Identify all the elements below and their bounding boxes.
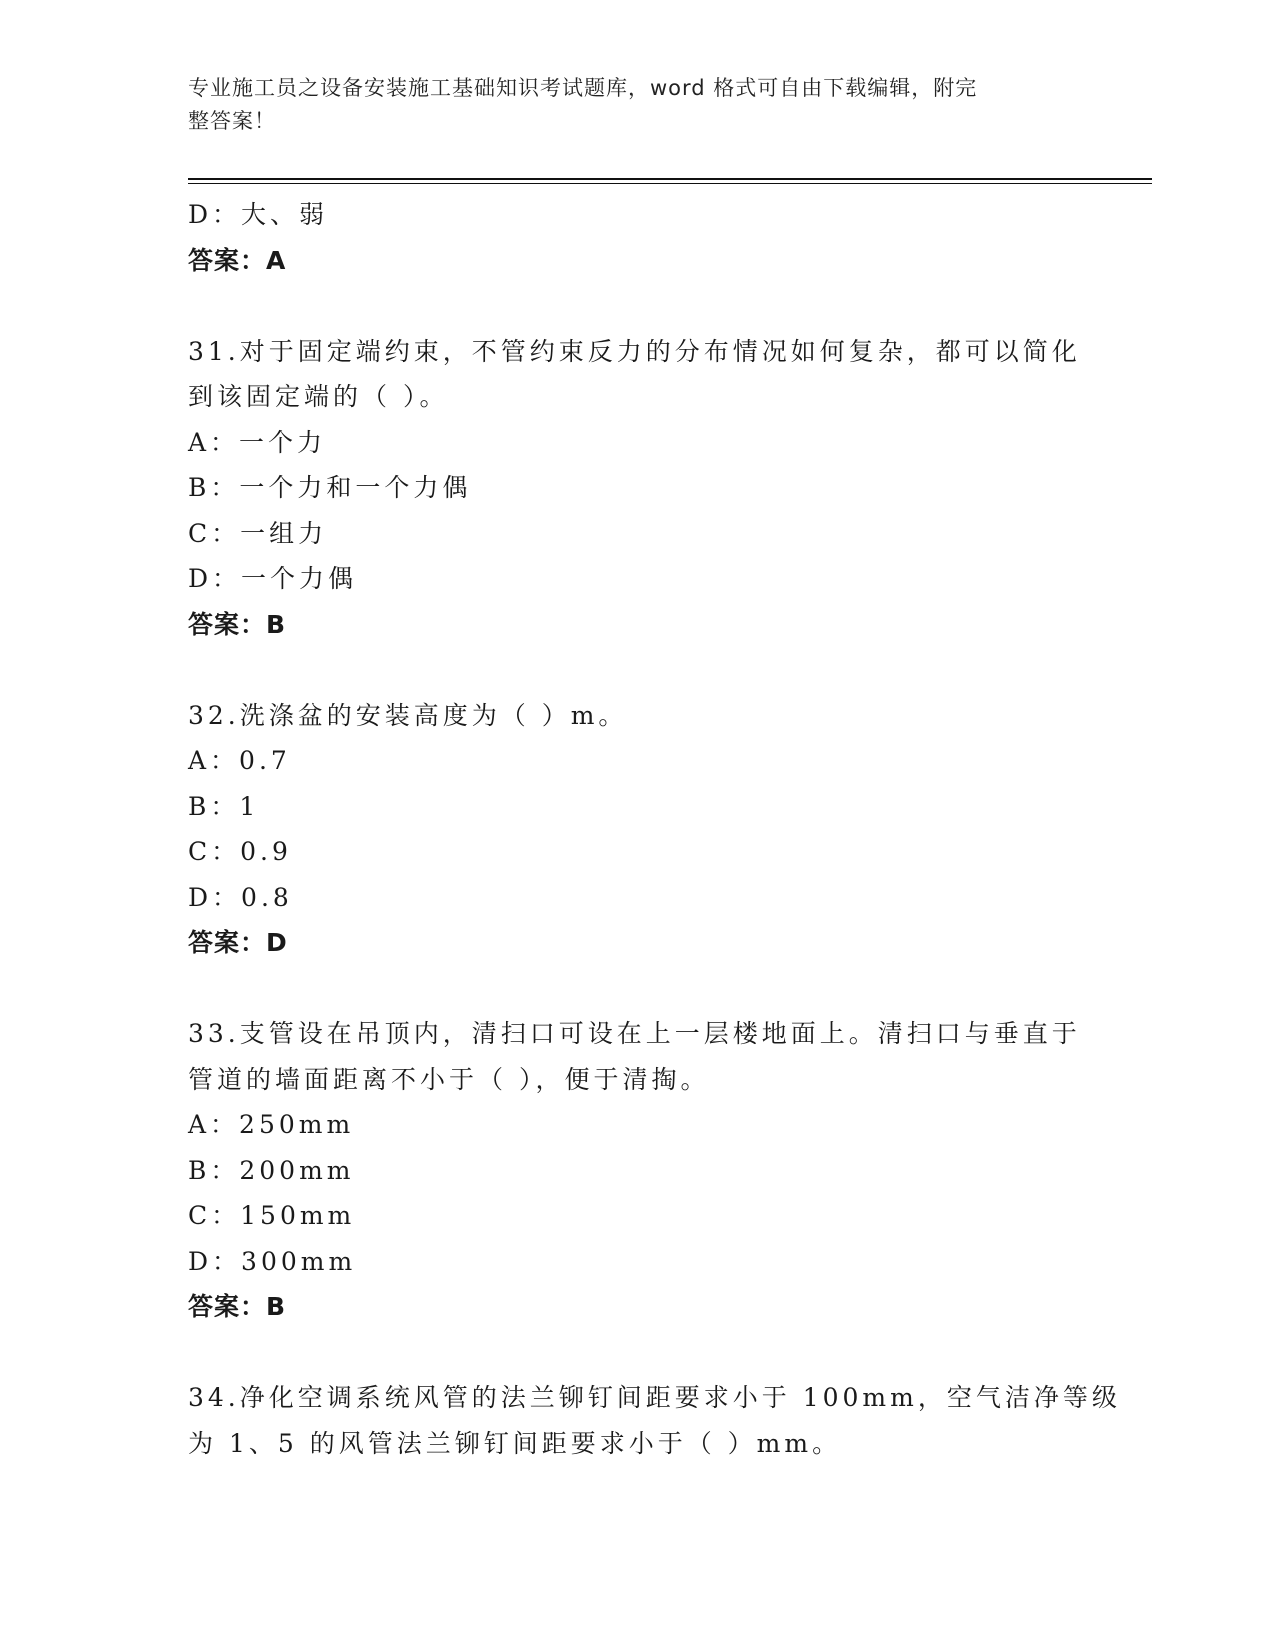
option-d: D：大、弱 [188, 200, 329, 229]
option-a: A：250mm [188, 1110, 355, 1139]
option-b: B：200mm [188, 1155, 355, 1185]
answer: 答案：A [188, 245, 287, 275]
answer: 答案：D [188, 928, 288, 957]
option-c: C：150mm [188, 1201, 356, 1230]
question-33 [188, 1011, 1081, 1330]
spacer [188, 647, 1078, 693]
question-text: 34.净化空调系统风管的法兰铆钉间距要求小于 100mm，空气洁净等级 [188, 1383, 1121, 1412]
header-divider-thin [188, 183, 1152, 184]
header-divider-thick [188, 178, 1152, 180]
spacer [188, 1330, 1078, 1376]
question-text: 为 1、5 的风管法兰铆钉间距要求小于（ ）mm。 [188, 1428, 842, 1458]
option-a: A：0.7 [188, 746, 291, 775]
question-list [188, 192, 1121, 1466]
option-d: D：300mm [188, 1246, 357, 1276]
question-text: 管道的墙面距离不小于（ ），便于清掏。 [188, 1064, 710, 1094]
header-line-1: 专业施工员之设备安装施工基础知识考试题库，word 格式可自由下载编辑，附完 [188, 76, 978, 100]
answer: 答案：B [188, 1292, 287, 1321]
header-line-2: 整答案！ [188, 109, 276, 133]
option-d: D：一个力偶 [188, 564, 358, 593]
option-b: B：1 [188, 791, 260, 821]
question-text: 32.洗涤盆的安装高度为（ ）m。 [188, 700, 628, 730]
question-text: 到该固定端的（ ）。 [188, 382, 449, 411]
question-34 [188, 1375, 1121, 1466]
answer: 答案：B [188, 609, 287, 639]
option-b: B：一个力和一个力偶 [188, 473, 472, 502]
option-c: C：0.9 [188, 837, 292, 866]
option-c: C：一组力 [188, 518, 328, 548]
spacer [188, 966, 1078, 1012]
page-header [188, 72, 1068, 138]
option-a: A：一个力 [188, 427, 327, 457]
question-text: 33.支管设在吊顶内，清扫口可设在上一层楼地面上。清扫口与垂直于 [188, 1019, 1081, 1048]
question-text: 31.对于固定端约束，不管约束反力的分布情况如何复杂，都可以简化 [188, 336, 1081, 366]
spacer [188, 283, 1078, 329]
option-d: D：0.8 [188, 882, 293, 912]
question-31 [188, 329, 1081, 648]
question-32 [188, 693, 1078, 966]
